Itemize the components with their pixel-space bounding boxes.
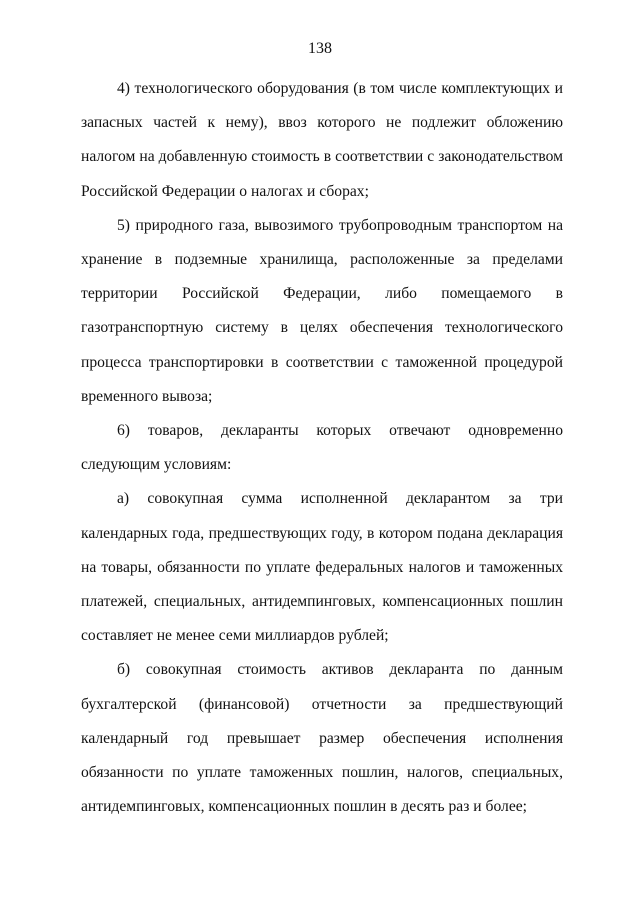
paragraph-subitem-b: б) совокупная стоимость активов декларанта по данным бухгалтерской (финансовой) отчетности за предшествующий календарный год превышает размер обеспечения исполнения обязанности по уплате таможенных пошлин, налогов, специальных, антидемпинговых, компенсационных пошлин в десять раз и более;	[81, 661, 563, 816]
paragraph-item-4: 4) технологического оборудования (в том числе комплектующих и запасных частей к нему), ввоз которого не подлежит обложению налогом на добавленную стоимость в соответствии с законодательством Российской Федерации о налогах и сборах;	[81, 80, 563, 200]
paragraph-item-5: 5) природного газа, вывозимого трубопроводным транспортом на хранение в подземные хранилища, расположенные за пределами территории Российской Федерации, либо помещаемого в газотранспортную систему в целях обеспечения технологического процесса транспортировки в соответствии с таможенной процедурой временного вывоза;	[81, 216, 563, 405]
page-number: 138	[308, 40, 332, 57]
document-body	[81, 72, 563, 824]
paragraph-subitem-a: а) совокупная сумма исполненной декларантом за три календарных года, предшествующих году, в котором подана декларация на товары, обязанности по уплате федеральных налогов и таможенных платежей, специальных, антидемпинговых, компенсационных пошлин составляет не менее семи миллиардов рублей;	[81, 490, 563, 645]
paragraph-item-6: 6) товаров, декларанты которых отвечают одновременно следующим условиям:	[81, 422, 563, 474]
